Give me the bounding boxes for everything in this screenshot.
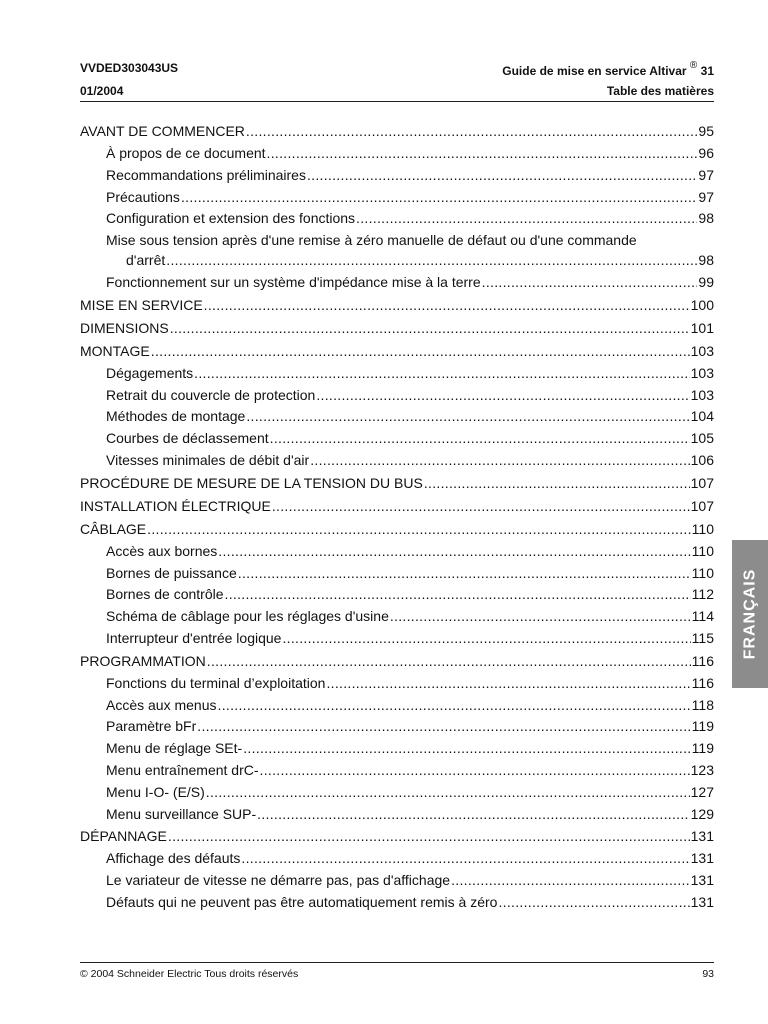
- page-header: [80, 58, 714, 101]
- leader-dots: [272, 495, 690, 518]
- leader-dots: [424, 472, 690, 495]
- toc-label: Configuration et extension des fonctions: [106, 210, 356, 227]
- toc-page: 115: [691, 629, 714, 646]
- toc-entry[interactable]: [80, 738, 714, 760]
- leader-dots: [482, 272, 698, 294]
- leader-dots: [218, 695, 691, 717]
- toc-entry[interactable]: [80, 187, 714, 209]
- toc-entry[interactable]: [80, 363, 714, 385]
- toc-label: DÉPANNAGE: [80, 828, 167, 845]
- toc-entry[interactable]: [80, 428, 714, 450]
- toc-page: 96: [698, 145, 714, 161]
- leader-dots: [451, 870, 690, 892]
- toc-page: 101: [690, 319, 714, 336]
- language-tab-label: FRANÇAIS: [741, 568, 759, 660]
- toc-label: Menu de réglage SEt-: [106, 740, 243, 757]
- leader-dots: [282, 628, 690, 650]
- toc-entry[interactable]: [80, 673, 714, 695]
- toc-label: Défauts qui ne peuvent pas être automatiquement remis à zéro: [106, 893, 498, 910]
- language-tab: [732, 540, 768, 688]
- footer-divider: [80, 962, 714, 963]
- toc-entry[interactable]: [80, 120, 714, 143]
- toc-page: 110: [691, 520, 714, 537]
- leader-dots: [181, 187, 697, 209]
- toc-label: Schéma de câblage pour les réglages d'usine: [106, 608, 389, 625]
- toc-page: 104: [690, 408, 714, 425]
- toc-label-line1[interactable]: Mise sous tension après d'une remise à zéro manuelle de défaut ou d'une commande: [106, 232, 637, 249]
- table-of-contents: [80, 120, 714, 914]
- toc-entry[interactable]: [80, 165, 714, 187]
- toc-entry[interactable]: [80, 650, 714, 673]
- toc-label: CÂBLAGE: [80, 520, 147, 537]
- toc-label: Fonctions du terminal d’exploitation: [106, 674, 326, 691]
- toc-label: Bornes de contrôle: [106, 586, 224, 603]
- toc-entry[interactable]: [80, 628, 714, 650]
- toc-entry[interactable]: [80, 695, 714, 717]
- toc-page: 123: [690, 761, 714, 778]
- leader-dots: [246, 406, 689, 428]
- toc-entry[interactable]: [80, 450, 714, 472]
- leader-dots: [310, 450, 689, 472]
- leader-dots: [243, 738, 690, 760]
- toc-entry[interactable]: [80, 541, 714, 563]
- leader-dots: [147, 518, 691, 541]
- toc-page: 131: [690, 850, 714, 867]
- toc-page: 119: [691, 718, 714, 735]
- leader-dots: [307, 165, 697, 187]
- toc-page: 98: [698, 252, 714, 269]
- document-code: VVDED303043US: [80, 61, 179, 75]
- guide-title: Guide de mise en service Altivar ® 31: [502, 60, 714, 78]
- leader-dots: [260, 760, 690, 782]
- toc-page: 116: [691, 652, 714, 669]
- leader-dots: [498, 892, 689, 914]
- toc-entry[interactable]: [80, 804, 714, 826]
- toc-entry[interactable]: [80, 406, 714, 428]
- toc-entry[interactable]: [80, 606, 714, 628]
- leader-dots: [166, 250, 697, 272]
- leader-dots: [356, 208, 697, 230]
- toc-page: 131: [690, 893, 714, 910]
- toc-page: 103: [690, 364, 714, 381]
- toc-entry[interactable]: [80, 472, 714, 495]
- leader-dots: [197, 716, 690, 738]
- toc-label-line2: d'arrêt: [126, 252, 166, 269]
- toc-entry[interactable]: [80, 825, 714, 848]
- toc-label: Le variateur de vitesse ne démarre pas, pas d'affichage: [106, 872, 451, 889]
- toc-entry[interactable]: [80, 385, 714, 407]
- document-date: 01/2004: [80, 84, 124, 98]
- header-divider: [80, 101, 714, 102]
- leader-dots: [326, 673, 690, 695]
- toc-entry[interactable]: [80, 870, 714, 892]
- toc-label: Affichage des défauts: [106, 850, 241, 867]
- toc-label: AVANT DE COMMENCER: [80, 123, 245, 139]
- page-footer: [80, 968, 714, 980]
- toc-page: 100: [690, 296, 714, 313]
- toc-label: MISE EN SERVICE: [80, 296, 203, 313]
- toc-label: Précautions: [106, 188, 180, 205]
- toc-page: 110: [691, 542, 714, 559]
- leader-dots: [267, 143, 698, 165]
- toc-label: Dégagements: [106, 364, 194, 381]
- toc-label: Menu entraînement drC-: [106, 761, 259, 778]
- toc-page: 107: [690, 474, 714, 491]
- leader-dots: [207, 650, 691, 673]
- toc-label: DIMENSIONS: [80, 319, 169, 336]
- toc-label: MONTAGE: [80, 342, 150, 359]
- toc-label: Recommandations préliminaires: [106, 166, 306, 183]
- toc-page: 127: [690, 783, 714, 800]
- toc-page: 106: [690, 451, 714, 468]
- toc-label: Fonctionnement sur un système d'impédance mise à la terre: [106, 273, 481, 290]
- toc-entry[interactable]: [80, 584, 714, 606]
- leader-dots: [246, 120, 698, 143]
- toc-page: 112: [691, 586, 714, 603]
- toc-page: 97: [698, 188, 714, 205]
- leader-dots: [218, 541, 690, 563]
- toc-page: 110: [691, 564, 714, 581]
- toc-label: Retrait du couvercle de protection: [106, 386, 316, 403]
- toc-entry[interactable]: [80, 340, 714, 363]
- toc-page: 131: [690, 828, 714, 845]
- leader-dots: [390, 606, 691, 628]
- toc-entry[interactable]: [80, 294, 714, 317]
- toc-label: Vitesses minimales de débit d'air: [106, 451, 310, 468]
- leader-dots: [204, 294, 690, 317]
- toc-page: 99: [698, 273, 714, 290]
- toc-page: 107: [690, 497, 714, 514]
- toc-entry[interactable]: [80, 760, 714, 782]
- toc-label: Paramètre bFr: [106, 718, 197, 735]
- toc-label: À propos de ce document: [106, 145, 266, 161]
- toc-page: 114: [691, 608, 714, 625]
- leader-dots: [241, 848, 689, 870]
- toc-label: Accès aux menus: [106, 696, 217, 713]
- leader-dots: [151, 340, 690, 363]
- toc-entry[interactable]: [80, 716, 714, 738]
- toc-page: 95: [698, 123, 714, 139]
- toc-entry[interactable]: [80, 518, 714, 541]
- toc-entry[interactable]: [80, 317, 714, 340]
- toc-entry[interactable]: [80, 143, 714, 165]
- toc-entry[interactable]: [80, 848, 714, 870]
- leader-dots: [206, 782, 690, 804]
- toc-page: 97: [698, 166, 714, 183]
- toc-entry[interactable]: [80, 892, 714, 914]
- leader-dots: [238, 563, 691, 585]
- leader-dots: [270, 428, 690, 450]
- toc-label: PROGRAMMATION: [80, 652, 206, 669]
- toc-label: Courbes de déclassement: [106, 430, 269, 447]
- leader-dots: [257, 804, 689, 826]
- toc-label: Menu I-O- (E/S): [106, 783, 205, 800]
- toc-page: 98: [698, 210, 714, 227]
- toc-entry[interactable]: [80, 272, 714, 294]
- toc-label: Menu surveillance SUP-: [106, 805, 257, 822]
- toc-label: INSTALLATION ÉLECTRIQUE: [80, 497, 271, 514]
- toc-page: 105: [690, 430, 714, 447]
- page-number: 93: [702, 968, 714, 980]
- toc-label: Accès aux bornes: [106, 542, 218, 559]
- leader-dots: [168, 825, 690, 848]
- toc-label: PROCÉDURE DE MESURE DE LA TENSION DU BUS: [80, 474, 423, 491]
- leader-dots: [225, 584, 691, 606]
- toc-label: Interrupteur d'entrée logique: [106, 629, 282, 646]
- toc-page: 129: [690, 805, 714, 822]
- registered-mark: ®: [689, 60, 698, 71]
- toc-page: 116: [691, 674, 714, 691]
- toc-label: Méthodes de montage: [106, 408, 246, 425]
- toc-entry[interactable]: [80, 563, 714, 585]
- toc-page: 119: [691, 740, 714, 757]
- section-title: Table des matières: [606, 84, 714, 98]
- toc-entry[interactable]: [80, 208, 714, 230]
- copyright-notice: © 2004 Schneider Electric Tous droits réservés: [80, 968, 299, 980]
- toc-page: 131: [690, 872, 714, 889]
- toc-entry[interactable]: [80, 495, 714, 518]
- leader-dots: [194, 363, 689, 385]
- leader-dots: [170, 317, 690, 340]
- toc-page: 103: [690, 386, 714, 403]
- toc-page: 103: [690, 342, 714, 359]
- leader-dots: [316, 385, 689, 407]
- toc-label: Bornes de puissance: [106, 564, 237, 581]
- toc-entry[interactable]: [80, 250, 714, 272]
- toc-entry[interactable]: [80, 782, 714, 804]
- toc-page: 118: [691, 696, 714, 713]
